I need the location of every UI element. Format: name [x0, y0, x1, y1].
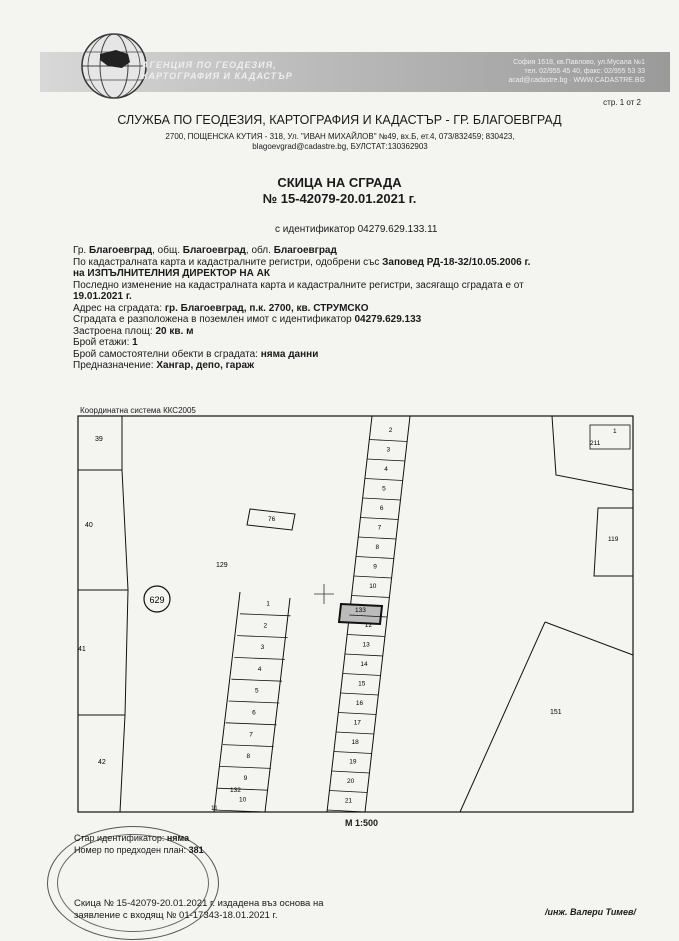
strip-parcel-number: 1 — [266, 600, 270, 608]
page-number: стр. 1 от 2 — [603, 98, 641, 107]
parcel-divider — [360, 518, 398, 520]
parcel-divider — [329, 791, 367, 793]
floors-line: Брой етажи: 1 — [73, 337, 138, 348]
purpose-line: Предназначение: Хангар, депо, гараж — [73, 360, 255, 371]
parcel-label: 211 — [590, 440, 601, 447]
parcel-label: 42 — [98, 759, 106, 766]
strip-parcel-number: 14 — [360, 661, 368, 669]
parcel-divider — [358, 537, 396, 539]
strip-parcel-number: 3 — [260, 644, 265, 652]
strip-parcel-number: 4 — [384, 466, 388, 474]
parcel-divider — [240, 614, 290, 616]
parcel-divider — [334, 752, 372, 754]
parcel-divider — [365, 479, 403, 481]
parcel-divider — [338, 713, 376, 715]
parcel-label: 151 — [550, 709, 562, 716]
strip-parcel-number: 12 — [364, 622, 373, 630]
strip-parcel-number: 19 — [349, 758, 357, 766]
building-label: 133 — [355, 607, 366, 614]
strip-parcel-number: 5 — [254, 687, 259, 695]
district-number: 629 — [149, 595, 165, 605]
strip-parcel-number: 9 — [373, 563, 377, 571]
agency-name: АГЕНЦИЯ ПО ГЕОДЕЗИЯ, КАРТОГРАФИЯ И КАДАСТЪР — [142, 60, 293, 81]
parcel-divider — [345, 654, 383, 656]
strip-parcel-number: 17 — [353, 719, 361, 727]
parcel-divider — [343, 674, 381, 676]
office-name: СЛУЖБА ПО ГЕОДЕЗИЯ, КАРТОГРАФИЯ И КАДАСТЪР - ГР. БЛАГОЕВГРАД — [117, 113, 562, 127]
parcel-divider — [352, 596, 390, 598]
parcel-divider — [229, 701, 280, 703]
strip-parcel-number: 5 — [382, 485, 386, 493]
strip-parcel-number: 6 — [252, 709, 256, 717]
document-number: № 15-42079-20.01.2021 г. — [262, 191, 417, 206]
parcel-divider — [220, 766, 271, 768]
old-identifier-line: Стар идентификатор: няма — [74, 833, 190, 843]
parcel-divider — [217, 788, 268, 790]
parcel-label: 39 — [95, 436, 103, 443]
strip-parcel-number: 10 — [369, 583, 377, 591]
parcel-divider — [336, 732, 374, 734]
map-scale: М 1:500 — [345, 818, 379, 828]
strip-parcel-number: 2 — [263, 622, 268, 630]
address-line: Адрес на сградата: гр. Благоевград, п.к. 2700, кв. СТРУМСКО — [73, 302, 369, 314]
parcel-label: 119 — [608, 536, 619, 543]
parcel-divider — [367, 459, 405, 461]
parcel-divider — [347, 635, 385, 637]
location-line: Гр. Благоевград, общ. Благоевград, обл. Благоевград — [73, 245, 337, 256]
area-line: Застроена площ: 20 кв. м — [73, 325, 194, 337]
previous-ids — [74, 832, 204, 856]
building-details: Гр. Благоевград, общ. Благоевград, обл. Благоевград По кадастралната карта и кадастралните регистри, одобрени със Заповед РД-18-32/10.05.2006 г. на ИЗПЪЛНИТЕЛНИЯ ДИРЕКТОР НА АК Последно изменение на кадастралната карта и кадастралните регистри, засягащо сградата е от 19.01.2021 г. Адрес на сградата: гр. Благоевград, п.к. 2700, кв. СТРУМСКО Сградата е разположена в поземлен имот с идентификатор 04279.629.133 Застроена площ: 20 кв. м Брой етажи: 1 Брой самостоятелни обекти в сградата: няма данни Предназначение: Хангар, депо, гараж — [73, 245, 633, 372]
building-identifier: с идентификатор 04279.629.133.11 — [275, 224, 438, 235]
strip-parcel-number: 8 — [246, 753, 251, 761]
strip-parcel-number: 8 — [375, 544, 380, 552]
units-line: Брой самостоятелни обекти в сградата: няма данни — [73, 348, 319, 360]
parcel-divider — [223, 745, 274, 747]
strip-parcel-number: 13 — [362, 641, 370, 649]
parcel-label: 76 — [268, 516, 276, 523]
strip-parcel-number: 9 — [243, 774, 248, 782]
parcel-divider — [341, 693, 379, 695]
strip-parcel-number: 15 — [358, 680, 366, 688]
parcel-divider — [369, 440, 407, 442]
left-strip-parcels — [214, 601, 290, 812]
strip-parcel-number: 16 — [355, 700, 364, 708]
parcel-divider — [363, 498, 401, 500]
document-title: СКИЦА НА СГРАДА № 15-42079-20.01.2021 г. — [0, 175, 679, 207]
strip-parcel-number: 10 — [238, 796, 247, 804]
strip-parcel-number: 2 — [388, 427, 393, 435]
parcel-divider — [354, 576, 392, 578]
signer-name: /инж. Валери Тимев/ — [545, 907, 636, 917]
approval-line: По кадастралната карта и кадастралните регистри, одобрени със Заповед РД-18-32/10.05.2006 г. — [73, 256, 531, 268]
parcel-divider — [231, 679, 282, 681]
strip-parcel-number: 20 — [347, 778, 355, 786]
parcel-divider — [234, 657, 285, 659]
agency-contact: София 1618, кв.Павлово, ул.Мусала №1 тел. 02/955 45 40, факс: 02/955 53 33 acad@cadastre.bg · WWW.CADASTRE.BG — [508, 59, 645, 84]
parcel-divider — [356, 557, 394, 559]
last-change-line: Последно изменение на кадастралната карта и кадастралните регистри, засягащо сградата е от — [73, 279, 524, 291]
strip-parcel-number: 18 — [351, 739, 359, 747]
issuance-note: Скица № 15-42079-20.01.2021 г. издадена въз основа на заявление с входящ № 01-17343-18.01.2021 г. — [74, 898, 324, 921]
strip-parcel-number: 3 — [386, 446, 391, 454]
previous-plan-line: Номер по предходен план: 381 — [74, 845, 204, 855]
office-address: 2700, ПОЩЕНСКА КУТИЯ - 318, Ул. "ИВАН МИХАЙЛОВ" №49, вх.Б, ет.4, 073/832459; 830423, blagoevgrad@cadastre.bg, БУЛСТАТ:130362903 — [165, 132, 515, 151]
strip-parcel-number: 4 — [257, 665, 262, 673]
parcel-line: Сградата е разположена в поземлен имот с идентификатор 04279.629.133 — [73, 314, 422, 325]
parcel-label: 11 — [211, 805, 218, 812]
parcel-divider — [237, 636, 288, 638]
parcel-label: 129 — [216, 562, 228, 569]
strip-parcel-number: 6 — [379, 505, 384, 513]
parcel-divider — [226, 723, 277, 725]
strip-parcel-number: 7 — [377, 524, 382, 532]
coordinate-system-label: Координатна система ККС2005 — [80, 406, 196, 415]
parcel-label: 40 — [85, 522, 93, 529]
parcel-label: 41 — [78, 646, 86, 653]
strip-parcel-number: 21 — [344, 797, 353, 805]
strip-parcel-number: 7 — [249, 731, 253, 739]
parcel-label: 1 — [613, 428, 617, 435]
parcel-label: 132 — [230, 787, 241, 794]
parcel-divider — [332, 771, 370, 773]
